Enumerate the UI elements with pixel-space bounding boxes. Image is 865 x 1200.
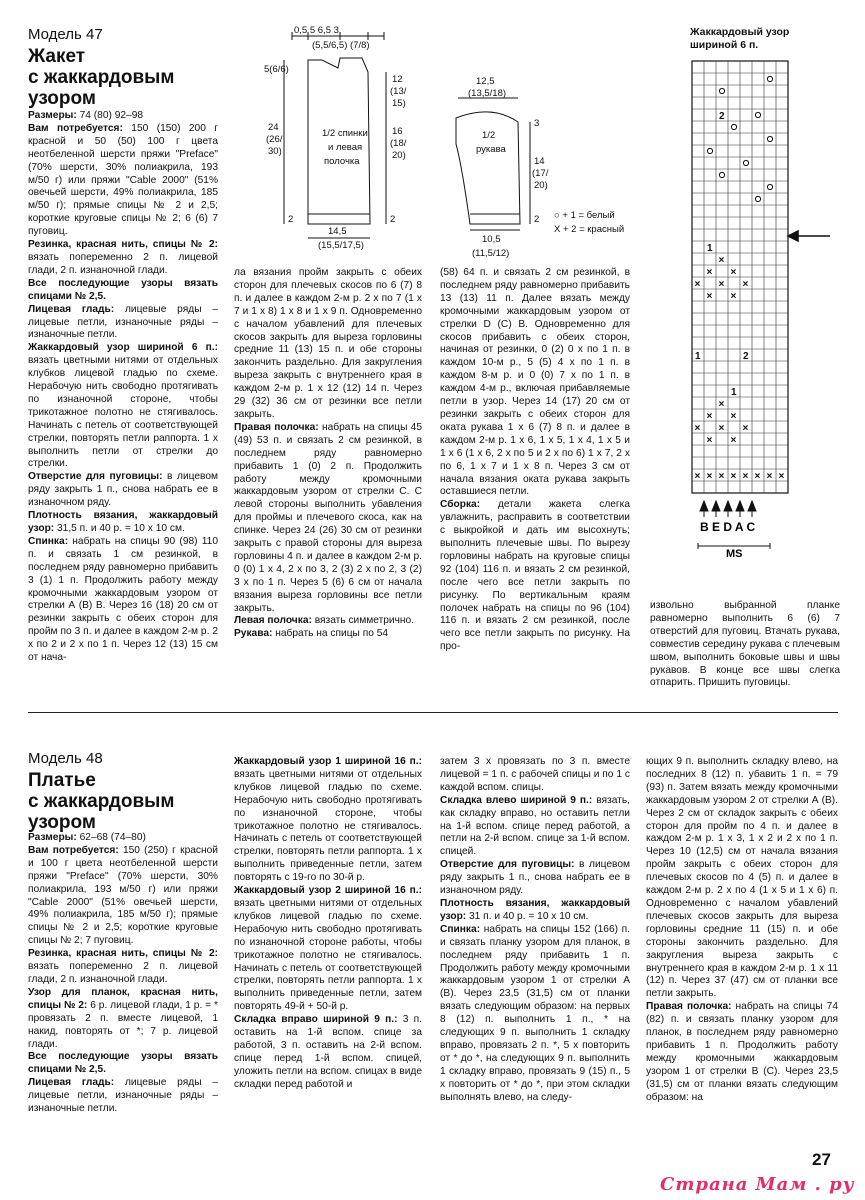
chart-x-mark: × — [706, 291, 713, 302]
sleeve-cap: 3 — [534, 118, 540, 129]
chart-x-mark: × — [778, 471, 785, 482]
dim-left-side: 24 — [268, 122, 279, 133]
chart-number-mark: 1 — [731, 387, 737, 398]
piece-label-2: и левая — [328, 142, 363, 153]
sleeve-piece-outline — [456, 112, 520, 224]
model-48-title-line-3: узором — [28, 812, 96, 833]
sleeve-top: 12,5 — [476, 76, 495, 87]
model-48-title-line-2: с жаккардовым — [28, 791, 175, 812]
chart-x-mark: × — [730, 411, 737, 422]
piece-label-3: полочка — [324, 156, 360, 167]
dim-bottom-width-2: (15,5/17,5) — [318, 240, 364, 251]
chart-circle-mark — [755, 196, 760, 201]
chart-x-mark: × — [742, 471, 749, 482]
model-47-title-line-3: узором — [28, 88, 96, 109]
chart-x-mark: × — [718, 423, 725, 434]
ms-label: MS — [726, 548, 743, 560]
sleeve-length: 14 — [534, 156, 545, 167]
chart-circle-mark — [767, 76, 772, 81]
model-47-column-4: извольно выбранной планке равномерно выполнить 6 (6) 7 отверстий для пуговиц. Втачать рукава, совместив середину рукава с плечевым швом, выполнить боковые швы и швы рукавов. В конце все швы слегка отпарить. Пришить пуговицы. — [650, 600, 840, 689]
sleeve-width: 10,5 — [482, 234, 501, 245]
dim-left-side-2: (26/ — [266, 134, 283, 145]
chart-circle-mark — [755, 112, 760, 117]
body-piece-outline — [308, 58, 370, 224]
chart-x-mark: × — [718, 279, 725, 290]
dim-right-mid-2: (18/ — [390, 138, 407, 149]
chart-title-line-1: Жаккардовый узор — [690, 26, 790, 38]
dim-top: 0,5 5 6,5 3 — [294, 25, 339, 36]
sleeve-label-2: рукава — [476, 144, 506, 155]
section-divider — [28, 712, 838, 713]
model-48-title — [28, 770, 174, 833]
chart-x-mark: × — [718, 471, 725, 482]
chart-x-mark: × — [742, 279, 749, 290]
sleeve-length-2: (17/ — [532, 168, 549, 179]
chart-x-mark: × — [706, 435, 713, 446]
model-47-column-1: Размеры: 74 (80) 92–98 Вам потребуется: 150 (150) 200 г красной и 50 (50) 100 г цвета неотбеленной шерсти пряжи "Preface" (70% шерсти, 30% полиакрила, 193 м/50 г) или пряжи "Cable 2000" (51% овечьей шерсти, 49% полиакрила, 185 м/50 г); прямые спицы № 2 и 2,5; короткие круговые спицы № 2; 6 (6) 7 пуговиц. Резинка, красная нить, спицы № 2: вязать попеременно 2 п. лицевой глади, 2 п. изнаночной глади. Все последующие узоры вязать спицами № 2,5. Лицевая гладь: лицевые ряды – лицевые петли, изнаночные ряды – изнаночные петли. Жаккардовый узор шириной 6 п.: вязать цветными нитями от отдельных клубков лицевой гладью по схеме. Нерабочую нить свободно протягивать по изнаночной стороне, чтобы трикотажное полотно не стягивалось. Начинать с петель от соответствующей стрелки, повторять петли раппорта. 1 х выполнить петли от стрелки до стрелки. Отверстие для пуговицы: в лицевом ряду закрыть 1 п., снова набрать ее в изнаночном ряду. Плотность вязания, жаккардовый узор: 31,5 п. и 40 р. = 10 х 10 см. Спинка: набрать на спицы 90 (98) 110 п. и связать 1 см резинкой, в последнем ряду равномерно прибавить 3 (1) 1 п. Продолжить работу между кромочными жаккардовым узором от стрелки А (В) В. Через 16 (18) 20 см от резинки закрыть с обеих сторон для пройм по 3 п. и далее в каждом 2-м р. 2 х по 2 и 2 х по 1 п. Через 12 (13) 15 см от нача- — [28, 110, 218, 664]
model-48-column-2: Жаккардовый узор 1 шириной 16 п.: вязать цветными нитями от отдельных клубков лицевой гладью по схеме. Нерабочую нить свободно протягивать по изнаночной стороне, чтобы трикотажное полотно не стягивалось. Начинать с петель от соответствующей стрелки, повторять петли раппорта. 1 х выполнить приведенные петли, затем повторять с 19-го по 30-й р. Жаккардовый узор 2 шириной 16 п.: вязать цветными нитями от отдельных клубков лицевой гладью по схеме. Нерабочую нить свободно протягивать по изнаночной стороне работы, чтобы трикотажное полотно не стягивалось. Начинать с петель от соответствующей стрелки, повторять петли раппорта. 1 х выполнить приведенные петли, затем повторять 49-й + 50-й р. Складка вправо шириной 9 п.: 3 п. оставить на 1-й вспом. спице за работой, 3 п. оставить на 2-й вспом. спице перед 1-й вспом. спицей, уложить петли на вспом. спицах в виде складки перед работой и — [234, 756, 422, 1090]
chart-number-mark: 1 — [695, 351, 701, 362]
model-48-column-4: ющих 9 п. выполнить складку влево, на последних 8 (12) п. убавить 1 п. = 79 (93) п. Затем вязать между кромочными жаккардовым узором 2 от стрелки А (В). Через 2 см от складок закрыть с обеих сторон для пройм по 4 п. и далее в каждом 2-м р. 1 х 3, 1 х 2 и 2 х по 1 п. Через 10 (12,5) см от начала вязания пройм закрыть с обеих сторон для плечевых скосов по 4 (5) п. и далее в каждом 2-м р. 2 х по 4 (1 х 5 и 1 х 6) п. Одновременно с началом убавлений плечевых скосов закрыть для выреза горловины средние 11 (15) п. и обе стороны закончить раздельно. Для закругления выреза закрыть с внутреннего края в каждом 2-м р. 1 х 11 (12) п. Через 37 (47) см от планки все петли закрыть. Правая полочка: набрать на спицы 74 (82) п. и связать планку узором для планок, в последнем ряду равномерно прибавить 1 п. Продолжить работу между кромочными жаккардовым узором 1 от стрелки В (С). Через 23,5 (31,5) см от планки вязать следующим образом: на — [646, 756, 838, 1103]
chart-x-mark: × — [730, 267, 737, 278]
chart-x-mark: × — [730, 435, 737, 446]
dim-right-mid: 16 — [392, 126, 403, 137]
pattern-schematic — [262, 26, 652, 266]
dim-bottom-width: 14,5 — [328, 226, 347, 237]
model-47-label: Модель 47 — [28, 26, 103, 43]
chart-title — [690, 26, 789, 52]
chart-x-mark: × — [706, 471, 713, 482]
dim-shoulder: 5(6/6) — [264, 64, 289, 75]
chart-x-mark: × — [718, 255, 725, 266]
chart-x-mark: × — [718, 399, 725, 410]
chart-circle-mark — [719, 88, 724, 93]
dim-right-top: 12 — [392, 74, 403, 85]
sleeve-label-1: 1/2 — [482, 130, 496, 141]
chart-x-mark: × — [706, 411, 713, 422]
chart-number-mark: 1 — [707, 243, 713, 254]
chart-x-mark: × — [754, 471, 761, 482]
chart-x-mark: × — [730, 471, 737, 482]
model-48-title-line-1: Платье — [28, 770, 96, 791]
piece-label-1: 1/2 спинки — [322, 128, 368, 139]
model-47-column-2: ла вязания пройм закрыть с обеих сторон для плечевых скосов по 6 (7) 8 п. и далее в каждом 2-м р. 2 х по 7 (1 х 7 и 1 х 8) 1 х 8 и 1 х 9 п. Одновременно с началом убавлений для плечевых скосов закрыть для выреза горловины средние 11 (13) 15 п. и обе стороны закончить раздельно. Для закругления выреза закрыть с внутреннего края в каждом 2-м р. 1 х 12 (12) 14 п. Через 29 (32) 36 см от резинки все петли закрыть. Правая полочка: набрать на спицы 45 (49) 53 п. и связать 2 см резинкой, в последнем ряду равномерно прибавить 1 (0) 2 п. Продолжить работу между кромочными жаккардовым узором от стрелки С. С левой стороны выполнить убавления для проймы и плечевого скоса, как на спинке. Через 24 (26) 30 см от резинки закрыть с правой стороны для выреза горловины 4 п. и далее в каждом 2-м р. 0 (0) 1 х 4, 2 х по 3, 2 (3) 2 х по 2, 3 (2) 3 х по 1 п. Через 5 (6) 6 см от начала вязания выреза горловины все петли закрыть. Левая полочка: вязать симметрично. Рукава: набрать на спицы по 54 — [234, 267, 422, 640]
legend-red: X + 2 = красный — [554, 224, 625, 235]
chart-circle-mark — [719, 172, 724, 177]
dim-top-2: (5,5/6,5) (7/8) — [312, 40, 370, 51]
chart-x-mark: × — [742, 423, 749, 434]
dim-right-top-2: (13/ — [390, 86, 407, 97]
model-48-column-3: затем 3 х провязать по 3 п. вместе лицевой = 1 п. с рабочей спицы и по 1 с каждой вспом. спицы. Складка влево шириной 9 п.: вязать, как складку вправо, но оставить петли на 1-й вспом. спице перед работой, а петли на 2-й вспом. спице за 1-й вспом. спицей. Отверстие для пуговицы: в лицевом ряду закрыть 1 п., снова набрать ее в изнаночном ряду. Плотность вязания, жаккардовый узор: 31 п. и 40 р. = 10 х 10 см. Спинка: набрать на спицы 152 (166) п. и связать планку узором для планок, в последнем ряду прибавить 1 п. Продолжить работу между кромочными жаккардовым узором 1 от стрелки А (В). Через 23,5 (31,5) см от планки вязать следующим образом: на первых 8 (12) п. выполнить 1 п., * на следующих 9 п. выполнить 1 складку вправо, провязать 2 п. *, 5 х повторить от * до *, на следующих 9 п. выполнить 1 складку вправо, провязать 9 (15) п., 5 х повторить от * до *, при этом складки выполнять влево, на следу- — [440, 756, 630, 1103]
chart-circle-mark — [707, 148, 712, 153]
chart-title-line-2: шириной 6 п. — [690, 39, 759, 51]
sleeve-width-2: (11,5/12) — [472, 248, 510, 259]
sleeve-bottom-height: 2 — [534, 214, 540, 225]
chart-number-mark: 2 — [719, 111, 725, 122]
legend-white: ○ + 1 = белый — [554, 210, 615, 221]
model-47-column-3: (58) 64 п. и связать 2 см резинкой, в последнем ряду равномерно прибавить 13 (13) 11 п. Далее вязать между кромочными жаккардовым узором от стрелки D (С) В. Одновременно для скосов прибавить с обеих сторон, начиная от резинки, 0 (2) 0 х по 1 п. в каждом 10-м р., 5 (5) 4 х по 1 п. в каждом 8-м р. и 0 (0) 7 х по 1 п. в каждом 4-м р., включая прибавляемые петли в узор. Через 14 (17) 20 см от резинки закрыть с обеих сторон для оката рукава 1 х 6 (7) 8 п. и далее в каждом 2-м р. 1 х 6, 1 х 5, 1 х 4, 1 х 5 и 1 х 6 (1 х 6, 2 х по 5 и 2 х по 6) 1 х 7, 2 х по 6, 1 х 7 и 1 х 8 п. Через 3 см от начала вязания оката рукава закрыть оставшиеся петли. Сборка: детали жакета слегка увлажнить, расправить в соответствии с выкройкой и дать им высохнуть; выполнить плечевые швы. По вырезу горловины набрать на круговые спицы 92 (104) 116 п. и вязать 2 см резинкой, после чего все петли закрыть по рисунку. По вертикальным краям полочек набрать на спицы по 96 (104) 116 п. и вязать 2 см резинкой, после чего все петли закрыть по рисунку. На про- — [440, 267, 630, 653]
arrow-labels: B E D A C — [700, 520, 756, 534]
model-47-title — [28, 46, 174, 109]
sleeve-top-2: (13,5/18) — [468, 88, 507, 99]
dim-right-bottom: 2 — [390, 214, 396, 225]
chart-x-mark: × — [730, 291, 737, 302]
dim-left-side-3: 30) — [268, 146, 282, 157]
chart-number-mark: 2 — [743, 351, 749, 362]
chart-circle-mark — [743, 160, 748, 165]
model-47-title-line-1: Жакет — [28, 46, 86, 67]
page-number: 27 — [812, 1150, 831, 1169]
chart-circle-mark — [767, 184, 772, 189]
site-watermark: Страна Мам . ру — [660, 1174, 855, 1195]
dim-left-bottom: 2 — [288, 214, 294, 225]
model-48-column-1: Размеры: 62–68 (74–80) Вам потребуется: 150 (250) г красной и 100 г цвета неотбеленной шерсти пряжи "Preface" (70% шерсти, 30% полиакрила, 193 м/50 г) или пряжи "Cable 2000" (51% овечьей шерсти, 49% полиакрила, 185 м/50 г); прямые спицы № 2 и 2,5; короткие круговые спицы № 2; 7 пуговиц. Резинка, красная нить, спицы № 2: вязать попеременно 2 п. лицевой глади, 2 п. изнаночной глади. Узор для планок, красная нить, спицы № 2: 6 р. лицевой глади, 1 р. = * провязать 2 п. вместе лицевой, 1 накид, повторять от *; 7 р. лицевой глади. Все последующие узоры вязать спицами № 2,5. Лицевая гладь: лицевые ряды – лицевые петли, изнаночные ряды – изнаночные петли. — [28, 832, 218, 1115]
model-48-label: Модель 48 — [28, 750, 103, 767]
dim-right-top-3: 15) — [392, 98, 406, 109]
chart-circle-mark — [731, 124, 736, 129]
chart-x-mark: × — [694, 279, 701, 290]
chart-x-mark: × — [694, 423, 701, 434]
sleeve-length-3: 20) — [534, 180, 548, 191]
chart-x-mark: × — [694, 471, 701, 482]
model-47-title-line-2: с жаккардовым — [28, 67, 175, 88]
chart-x-mark: × — [766, 471, 773, 482]
row-pointer-arrow — [788, 231, 830, 241]
chart-circle-mark — [767, 136, 772, 141]
dim-right-mid-3: 20) — [392, 150, 406, 161]
chart-x-mark: × — [706, 267, 713, 278]
jacquard-chart — [660, 55, 830, 585]
